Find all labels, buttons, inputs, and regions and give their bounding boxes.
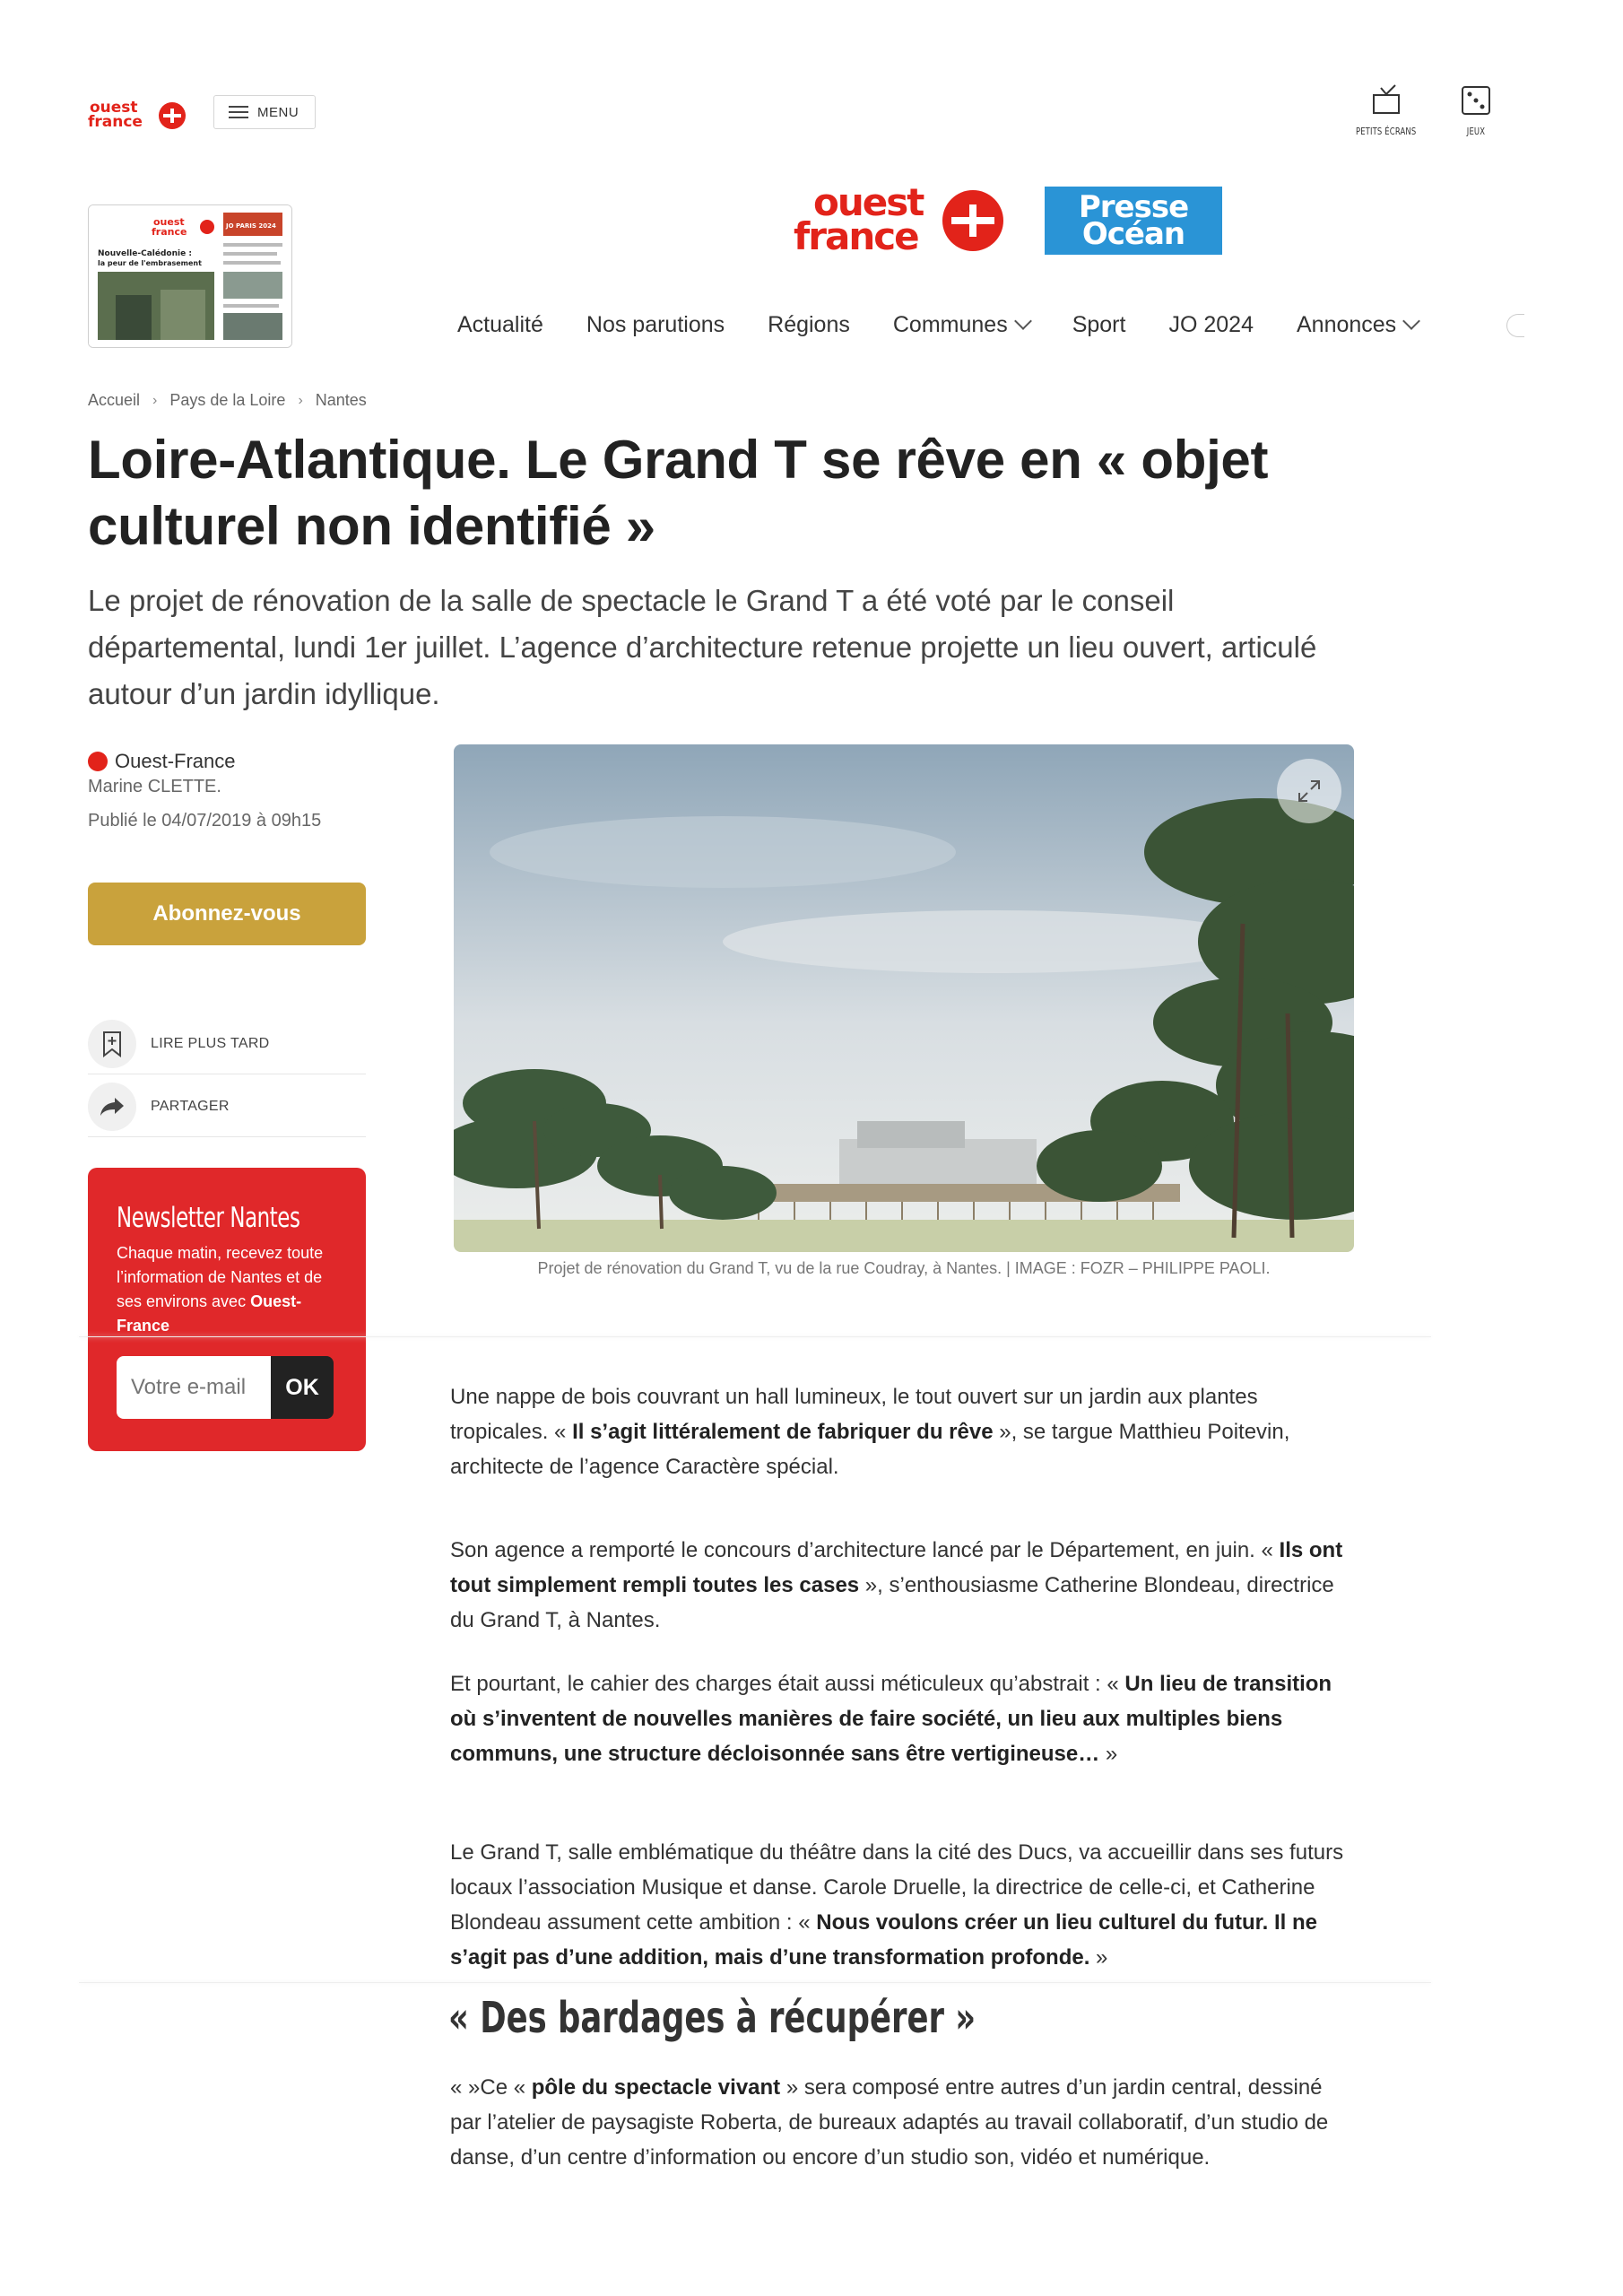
nav-item-jo-2024[interactable]: JO 2024 — [1168, 311, 1254, 337]
logo-small-word1: ouest — [90, 99, 138, 117]
nav-item-nos-parutions[interactable]: Nos parutions — [586, 311, 725, 337]
jeux-link[interactable] — [1458, 83, 1494, 137]
petits-ecrans-label: PETITS ÉCRANS — [1355, 126, 1417, 137]
top-bar — [0, 0, 1623, 179]
newsletter-brand: Ouest-France — [117, 1292, 302, 1335]
newsletter-ok-button[interactable]: OK — [271, 1356, 334, 1419]
hamburger-icon — [229, 106, 248, 118]
article-subheading: « Des bardages à récupérer » — [448, 1993, 976, 2043]
section-divider — [79, 1982, 1431, 1983]
thumb-headline-2: la peur de l'embrasement — [98, 259, 202, 267]
thumb-banner: JO PARIS 2024 — [226, 222, 276, 230]
jeux-label: JEUX — [1466, 126, 1486, 137]
breadcrumb-separator: › — [298, 392, 303, 408]
share-label: PARTAGER — [151, 1098, 230, 1114]
chevron-down-icon — [1014, 312, 1032, 330]
breadcrumb — [88, 391, 367, 410]
newsletter-title: Newsletter Nantes — [117, 1202, 300, 1234]
share-arrow-icon — [88, 1083, 136, 1131]
article-hero-image[interactable] — [454, 744, 1354, 1252]
tv-icon — [1368, 83, 1404, 118]
read-later-label: LIRE PLUS TARD — [151, 1035, 270, 1051]
nav-search-edge[interactable] — [1506, 314, 1524, 337]
bookmark-plus-icon — [88, 1020, 136, 1068]
presse-ocean-line2: Océan — [1081, 216, 1185, 252]
breadcrumb-pays-de-la-loire[interactable]: Pays de la Loire — [169, 391, 286, 409]
share-button[interactable] — [88, 1076, 366, 1137]
article-published-date: Publié le 04/07/2019 à 09h15 — [88, 811, 322, 831]
logo-small-word2: france — [88, 113, 143, 131]
thumb-logo-word1: ouest — [153, 216, 185, 228]
ouest-france-logo[interactable] — [794, 179, 1009, 260]
newspaper-edition-thumbnail[interactable] — [88, 204, 292, 348]
petits-ecrans-link[interactable] — [1350, 83, 1421, 137]
read-later-button[interactable] — [88, 1013, 366, 1074]
source-name: Ouest-France — [115, 750, 236, 772]
logo-word1: ouest — [813, 180, 924, 224]
subscribe-button[interactable]: Abonnez-vous — [88, 883, 366, 945]
newsletter-email-input[interactable] — [117, 1356, 271, 1419]
breadcrumb-nantes[interactable]: Nantes — [315, 391, 367, 409]
menu-label: MENU — [257, 104, 299, 120]
thumb-logo-word2: france — [152, 226, 187, 238]
breadcrumb-separator: › — [152, 392, 158, 408]
main-nav — [457, 309, 1461, 341]
thumb-headline-1: Nouvelle-Calédonie : — [98, 249, 192, 258]
nav-item-actualite[interactable]: Actualité — [457, 311, 543, 337]
article-paragraph: Une nappe de bois couvrant un hall lumineux, le tout ouvert sur un jardin aux plantes tropicales. « Il s’agit littéralement de fabriquer du rêve », se targue Matthieu Poitevin, architecte de l’agence Caractère spécial. — [450, 1385, 1290, 1479]
nav-item-regions[interactable]: Régions — [768, 311, 850, 337]
presse-ocean-logo[interactable] — [1045, 187, 1222, 255]
article-paragraph: « »Ce « pôle du spectacle vivant » sera composé entre autres d’un jardin central, dessiné par l’atelier de paysagiste Roberta, de bureaux adaptés au travail collaboratif, d’un studio de danse, d’un centre d’information ou encore d’un studio son, vidéo et numérique. — [450, 2075, 1329, 2170]
article-author: Marine CLETTE. — [88, 777, 221, 796]
article-chapo: Le projet de rénovation de la salle de spectacle le Grand T a été voté par le conseil départemental, lundi 1er juillet. L’agence d’architecture retenue projette un lieu ouvert, articulé autour d’un jardin idyllique. — [88, 584, 1317, 710]
article-paragraph: Et pourtant, le cahier des charges était aussi méticuleux qu’abstrait : « Un lieu de transition où s’inventent de nouvelles manières de faire société, un lieu aux multiples biens communs, une structure décloisonnée sans être vertigineuse… » — [450, 1672, 1332, 1766]
chevron-down-icon — [1402, 312, 1420, 330]
breadcrumb-accueil[interactable]: Accueil — [88, 391, 141, 409]
ouest-france-logo-small[interactable] — [88, 97, 188, 133]
presse-ocean-line1: Presse — [1078, 189, 1189, 225]
section-divider — [79, 1336, 1431, 1337]
article-paragraph: Le Grand T, salle emblématique du théâtre dans la cité des Ducs, va accueillir dans ses futurs locaux l’association Musique et danse. Carole Druelle, la directrice de celle-ci, et Catherine Blondeau assument cette ambition : « Nous voulons créer un lieu culturel du futur. Il ne s’agit pas d’une addition, mais d’une transformation profonde. » — [450, 1840, 1344, 1970]
article-title: Loire-Atlantique. Le Grand T se rêve en « objet culturel non identifié » — [88, 430, 1269, 556]
article-source — [88, 750, 236, 773]
article-paragraph: Son agence a remporté le concours d’architecture lancé par le Département, en juin. « Ils ont tout simplement rempli toutes les cases », s’enthousiasme Catherine Blondeau, directrice du Grand T, à Nantes. — [450, 1538, 1343, 1632]
dice-icon — [1458, 83, 1494, 118]
expand-image-button[interactable] — [1277, 759, 1341, 823]
nav-item-sport[interactable]: Sport — [1072, 311, 1126, 337]
menu-button[interactable] — [213, 95, 316, 129]
nav-item-annonces[interactable]: Annonces — [1297, 312, 1418, 338]
image-caption: Projet de rénovation du Grand T, vu de la rue Coudray, à Nantes. | IMAGE : FOZR – PHILIPPE PAOLI. — [537, 1259, 1271, 1277]
newsletter-description: Chaque matin, recevez toute l’information de Nantes et de ses environs avec Ouest-France — [117, 1244, 324, 1335]
newsletter-box — [88, 1168, 366, 1451]
nav-item-communes[interactable]: Communes — [893, 312, 1029, 338]
expand-icon — [1296, 778, 1323, 804]
ouest-france-dot-icon — [88, 752, 108, 771]
logo-word2: france — [794, 214, 918, 258]
